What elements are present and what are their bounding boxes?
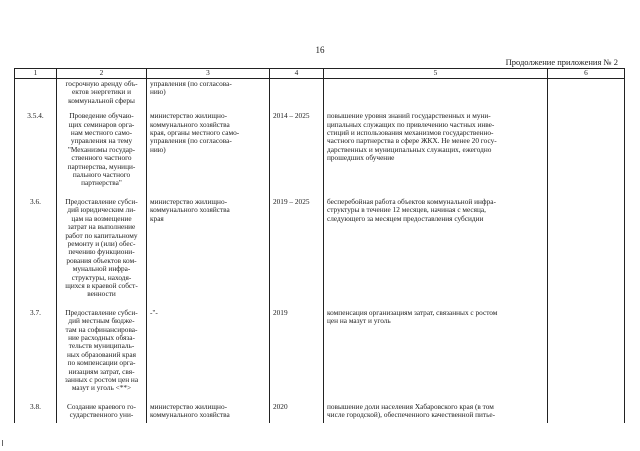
measure-notes [548, 105, 625, 191]
cell-line: компенсация организациям затрат, связанных с ростом [327, 307, 498, 317]
cell-line: ние расходных обяза- [68, 332, 135, 342]
cell-line: сударственного уни- [69, 410, 134, 420]
cell-line: коммунального хозяйства [150, 410, 230, 420]
cell-line: мунальной инфра- [72, 264, 131, 274]
cell-line: печению функциони- [68, 247, 135, 257]
cell-line: щихся в краевой собст- [65, 280, 138, 290]
measure-name [57, 302, 147, 396]
cell-line: ектов энергетики и [71, 87, 132, 97]
column-header: 3 [147, 69, 270, 79]
cell-line: коммунального хозяйства [150, 119, 230, 129]
measure-number: 3.6. [15, 191, 57, 302]
measure-executor [147, 79, 270, 106]
cell-line: ных образований края [67, 349, 136, 359]
cell-line: прошедших обучение [327, 153, 395, 163]
cell-line: Создание краевого го- [67, 401, 136, 411]
cell-line: цен на мазут и уголь [327, 316, 391, 326]
table-row [15, 302, 625, 396]
cell-line: партнерства, муници- [67, 161, 136, 171]
cell-line: структуры в течение 12 месяцев, начиная с месяца, [327, 205, 486, 215]
cell-line: дарственных и муниципальных служащих, ежегодно [327, 144, 492, 154]
table-row [15, 191, 625, 302]
cell-line: управления на тему [70, 136, 133, 146]
measure-result [324, 396, 548, 423]
measure-result [324, 105, 548, 191]
measure-period: 2014 – 2025 [270, 105, 324, 191]
cell-line: госрочную аренду объ- [65, 79, 138, 88]
cell-line: мазут и уголь <**> [71, 383, 132, 393]
measure-number: 3.5.4. [15, 105, 57, 191]
measure-name [57, 105, 147, 191]
measure-period: 2019 [270, 302, 324, 396]
scan-artifact [2, 440, 7, 446]
cell-line: ственного частного [71, 153, 132, 163]
column-header: 6 [548, 69, 625, 79]
cell-line: повышение уровня знаний государственных и муни- [327, 111, 491, 121]
cell-line: Предоставление субси- [65, 196, 138, 206]
measure-executor [147, 302, 270, 396]
measure-executor [147, 105, 270, 191]
column-header: 1 [15, 69, 57, 79]
cell-line: ципальных служащих по привлечению частных инве- [327, 119, 495, 129]
column-header: 5 [324, 69, 548, 79]
cell-line: бесперебойная работа объектов коммунальной инфра- [327, 196, 496, 206]
measure-period [270, 79, 324, 106]
cell-line: низациям затрат, свя- [68, 366, 135, 376]
measure-number: 3.8. [15, 396, 57, 423]
cell-line: края, органы местного само- [150, 128, 240, 138]
cell-line: коммунального хозяйства [150, 205, 230, 215]
cell-line: там на софинансирова- [65, 324, 138, 334]
appendix-continuation-note: Продолжение приложения № 2 [505, 57, 618, 67]
table-row [15, 396, 625, 423]
cell-line: нам местного само- [70, 128, 133, 138]
cell-line: коммунальной сферы [68, 95, 135, 105]
measure-executor [147, 191, 270, 302]
cell-line: ремонту и (или) обес- [67, 238, 136, 248]
cell-line: тельств муниципаль- [68, 341, 135, 351]
cell-line: Предоставление субси- [65, 307, 138, 317]
measure-name [57, 79, 147, 106]
measure-name [57, 396, 147, 423]
cell-line: нию) [150, 144, 166, 154]
cell-line: следующего за месяцем предоставления субсидии [327, 213, 484, 223]
page-number: 16 [315, 45, 325, 55]
cell-line: "Механизмы государ- [67, 144, 136, 154]
measure-executor [147, 396, 270, 423]
measure-result [324, 302, 548, 396]
cell-line: стиций и использования механизмов государственно- [327, 128, 494, 138]
cell-line: венности [87, 289, 116, 299]
measure-result [324, 191, 548, 302]
column-header: 4 [270, 69, 324, 79]
cell-line: управления (по согласова- [150, 79, 232, 88]
cell-line: министерство жилищно- [150, 196, 228, 206]
table-row [15, 105, 625, 191]
measure-notes [548, 191, 625, 302]
cell-line: работ по капитальному [65, 230, 138, 240]
cell-line: занных с ростом цен на [64, 375, 139, 384]
cell-line: структуры, находя- [71, 272, 132, 282]
cell-line: частного партнерства в сфере ЖКХ. Не менее 20 госу- [327, 136, 497, 146]
cell-line: нию) [150, 87, 166, 97]
measure-result [324, 79, 548, 106]
measure-period: 2020 [270, 396, 324, 423]
measure-period: 2019 – 2025 [270, 191, 324, 302]
cell-line: дий местным бюдже- [68, 316, 135, 326]
cell-line: по компенсации орга- [67, 358, 136, 368]
program-measures-table [14, 68, 625, 423]
table-row [15, 79, 625, 106]
measure-name [57, 191, 147, 302]
measure-number: 3.7. [15, 302, 57, 396]
cell-line: -"- [150, 307, 158, 317]
cell-line: Проведение обучаю- [69, 111, 134, 121]
measure-notes [548, 396, 625, 423]
cell-line: повышение доли населения Хабаровского края (в том [327, 401, 494, 411]
cell-line: края [150, 213, 164, 223]
cell-line: дий юридическим ли- [67, 205, 136, 215]
measure-number [15, 79, 57, 106]
cell-line: затрат на выполнение [67, 222, 136, 232]
table-body [15, 79, 625, 423]
cell-line: числе городской), обеспеченного качественной питье- [327, 410, 496, 420]
column-header: 2 [57, 69, 147, 79]
cell-line: рования объектов ком- [66, 255, 137, 265]
measure-notes [548, 79, 625, 106]
cell-line: министерство жилищно- [150, 401, 228, 411]
cell-line: партнерства" [81, 178, 122, 188]
cell-line: управления (по согласова- [150, 136, 232, 146]
cell-line: пального частного [72, 170, 131, 180]
cell-line: щих семинаров орга- [68, 119, 135, 129]
measure-notes [548, 302, 625, 396]
cell-line: министерство жилищно- [150, 111, 228, 121]
cell-line: цам на возмещение [71, 213, 132, 223]
column-number-row [15, 69, 625, 79]
